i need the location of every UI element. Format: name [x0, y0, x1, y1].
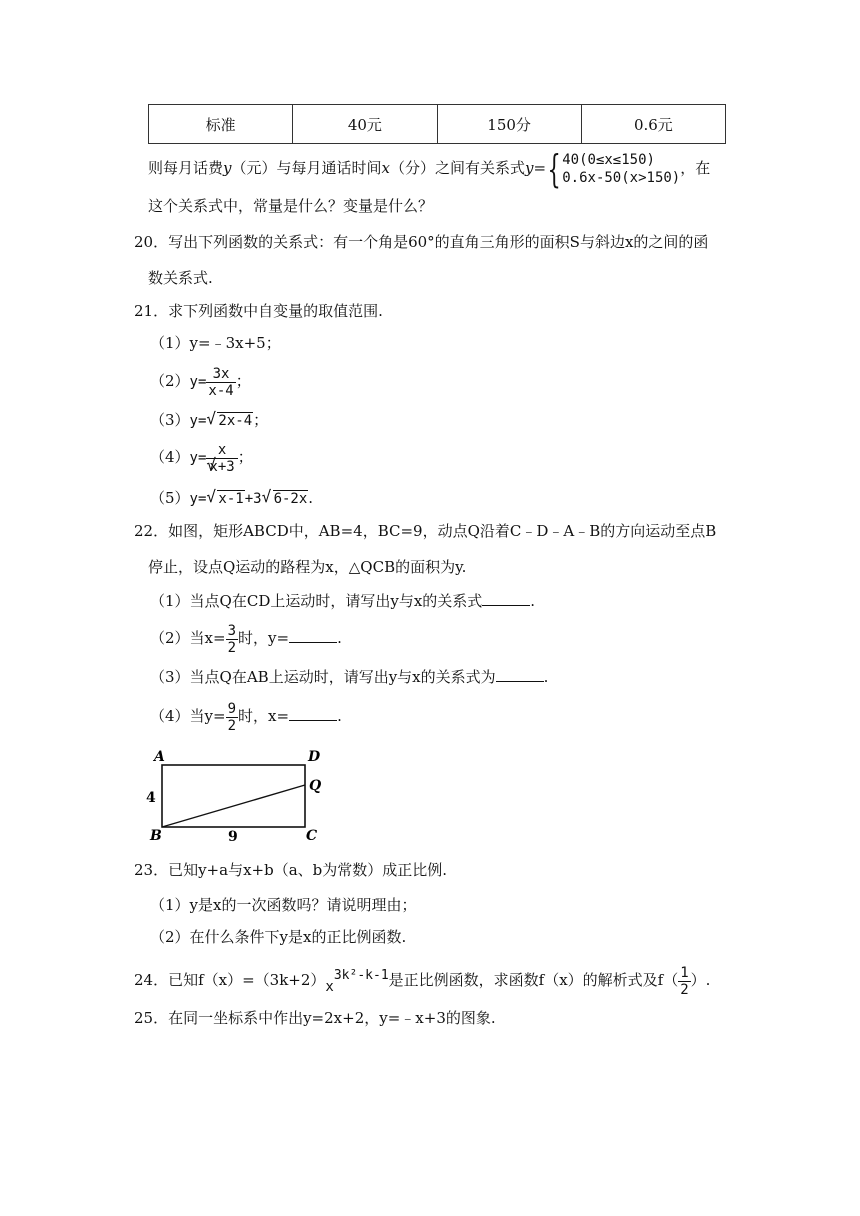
q21-part5: （5）y=√ x-1+3√ 6-2x. — [150, 488, 313, 509]
q22-part1: （1）当点Q在CD上运动时，请写出y与x的关系式 . — [150, 592, 536, 610]
q20-line2: 数关系式. — [148, 269, 213, 287]
q22-line1: 22．如图，矩形ABCD中，AB=4，BC=9，动点Q沿着C﹣D﹣A﹣B的方向运动至点B — [134, 522, 717, 540]
label-d: D — [308, 749, 321, 765]
q23-part1: （1）y是x的一次函数吗？请说明理由； — [150, 896, 417, 914]
rate-table — [148, 104, 726, 144]
fraction: $\frac{3}{2}$ — [227, 622, 237, 656]
square-root: √ x-1 — [206, 489, 244, 509]
fraction: x √ x+3 — [206, 442, 237, 475]
rectangle-figure — [140, 748, 340, 844]
label-a: A — [154, 749, 165, 765]
left-brace: { — [547, 147, 561, 191]
table-cell: 0.6元 — [581, 105, 725, 144]
piecewise-function: 40(0≤x≤150) 0.6x-50(x>150) — [562, 152, 681, 186]
rectangle-abcd — [162, 765, 305, 827]
q19-line1: 则每月话费y（元）与每月通话时间x（分）之间有关系式y={ 40(0≤x≤150) 0.6x-50(x>150) ，在 — [148, 147, 711, 191]
q24-line: 24．已知$f(x)=(3k+2)x^{3k^2-k-1}$是正比例函数，求函数f（x）的解析式及f（ $\frac{1}{2}$ ）. — [134, 964, 711, 998]
fraction: $\frac{9}{2}$ — [227, 700, 237, 734]
table-row — [149, 105, 726, 144]
q21-part2: （2）y= $\frac{3x}{x-4}$ ； — [150, 365, 251, 399]
q21-part3: （3）y=√ 2x-4； — [150, 410, 268, 431]
q19-line2: 这个关系式中，常量是什么？变量是什么？ — [148, 197, 434, 215]
label-c: C — [306, 828, 318, 844]
label-q: Q — [309, 778, 322, 794]
q22-line2: 停止，设点Q运动的路程为x，△QCB的面积为y. — [148, 558, 467, 576]
q21-title: 21．求下列函数中自变量的取值范围. — [134, 302, 383, 320]
fraction: $\frac{1}{2}$ — [680, 964, 689, 998]
q23-part2: （2）在什么条件下y是x的正比例函数. — [150, 928, 407, 946]
square-root: √ 2x-4 — [206, 411, 253, 431]
answer-blank — [289, 628, 337, 643]
label-side-ab: 4 — [146, 790, 156, 806]
label-side-bc: 9 — [228, 829, 238, 844]
q22-part3: （3）当点Q在AB上运动时，请写出y与x的关系式为 . — [150, 668, 549, 686]
q22-part4: （4）当y= $\frac{9}{2}$ 时，x= . — [150, 700, 342, 734]
label-b: B — [150, 828, 162, 844]
table-cell: 40元 — [293, 105, 437, 144]
table-cell: 150分 — [437, 105, 581, 144]
segment-bq — [162, 785, 305, 827]
fraction: $\frac{3x}{x-4}$ — [208, 365, 234, 399]
q20-line1: 20．写出下列函数的关系式：有一个角是60°的直角三角形的面积S与斜边x的之间的函 — [134, 233, 709, 251]
table-cell: 标准 — [149, 105, 293, 144]
q22-part2: （2）当x= $\frac{3}{2}$ 时，y= . — [150, 622, 342, 656]
square-root: √ 6-2x — [262, 489, 309, 509]
answer-blank — [496, 667, 544, 682]
q25-line1: 25．在同一坐标系中作出y=2x+2，y=﹣x+3的图象. — [134, 1009, 496, 1027]
q23-line1: 23．已知y+a与x+b（a、b为常数）成正比例. — [134, 861, 448, 879]
answer-blank — [482, 591, 530, 606]
q21-part1: （1）y=﹣3x+5； — [150, 334, 281, 352]
answer-blank — [289, 706, 337, 721]
q21-part4: （4）y= x √ x+3 ； — [150, 440, 253, 475]
